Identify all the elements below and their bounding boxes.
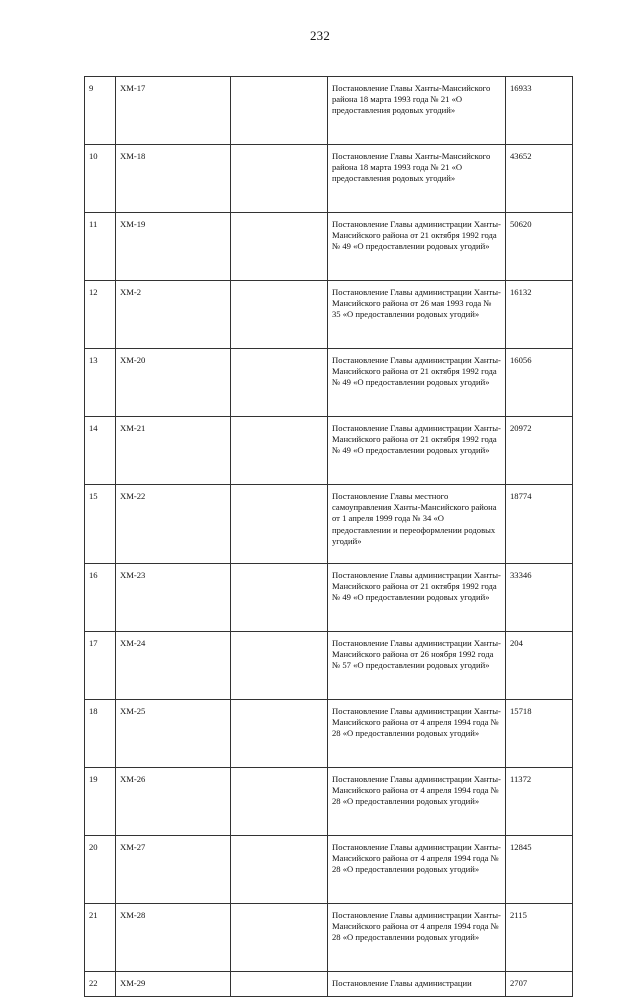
area-cell: 16933 (506, 77, 573, 145)
table-row (85, 564, 573, 632)
table-row (85, 281, 573, 349)
document-cell: Постановление Главы Ханты-Мансийского района 18 марта 1993 года № 21 «О предоставления родовых угодий» (328, 145, 506, 213)
row-number-cell: 12 (85, 281, 116, 349)
area-cell: 2115 (506, 904, 573, 972)
document-cell: Постановление Главы администрации Ханты-Мансийского района от 26 ноября 1992 года № 57 «О предоставлении родовых угодий» (328, 632, 506, 700)
page-number: 232 (309, 28, 331, 43)
document-cell: Постановление Главы администрации Ханты-Мансийского района от 4 апреля 1994 года № 28 «О предоставлении родовых угодий» (328, 700, 506, 768)
land-code-cell: ХМ-28 (116, 904, 231, 972)
land-code-cell: ХМ-26 (116, 768, 231, 836)
document-cell: Постановление Главы администрации Ханты-Мансийского района от 21 октября 1992 года № 49 «О предоставлении родовых угодий» (328, 417, 506, 485)
row-number-cell: 18 (85, 700, 116, 768)
document-cell: Постановление Главы Ханты-Мансийского района 18 марта 1993 года № 21 «О предоставления родовых угодий» (328, 77, 506, 145)
land-code-cell: ХМ-23 (116, 564, 231, 632)
document-cell: Постановление Главы местного самоуправления Ханты-Мансийского района от 1 апреля 1999 года № 34 «О предоставлении и переоформлении родовых угодий» (328, 485, 506, 564)
document-cell: Постановление Главы администрации Ханты-Мансийского района от 21 октября 1992 года № 49 «О предоставлении родовых угодий» (328, 213, 506, 281)
empty-cell (231, 904, 328, 972)
empty-cell (231, 632, 328, 700)
land-code-cell: ХМ-25 (116, 700, 231, 768)
empty-cell (231, 145, 328, 213)
empty-cell (231, 281, 328, 349)
table-row (85, 632, 573, 700)
document-cell: Постановление Главы администрации Ханты-Мансийского района от 4 апреля 1994 года № 28 «О предоставлении родовых угодий» (328, 836, 506, 904)
land-code-cell: ХМ-24 (116, 632, 231, 700)
empty-cell (231, 485, 328, 564)
area-cell: 33346 (506, 564, 573, 632)
document-cell: Постановление Главы администрации Ханты-Мансийского района от 26 мая 1993 года № 35 «О предоставлении родовых угодий» (328, 281, 506, 349)
row-number-cell: 9 (85, 77, 116, 145)
land-code-cell: ХМ-21 (116, 417, 231, 485)
area-cell: 16132 (506, 281, 573, 349)
area-cell: 15718 (506, 700, 573, 768)
empty-cell (231, 972, 328, 997)
table-row (85, 485, 573, 564)
area-cell: 16056 (506, 349, 573, 417)
document-cell: Постановление Главы администрации Ханты-Мансийского района от 21 октября 1992 года № 49 «О предоставлении родовых угодий» (328, 349, 506, 417)
area-cell: 11372 (506, 768, 573, 836)
land-code-cell: ХМ-19 (116, 213, 231, 281)
document-cell: Постановление Главы администрации Ханты-Мансийского района от 4 апреля 1994 года № 28 «О предоставлении родовых угодий» (328, 904, 506, 972)
row-number-cell: 13 (85, 349, 116, 417)
table-row (85, 213, 573, 281)
area-cell: 18774 (506, 485, 573, 564)
row-number-cell: 15 (85, 485, 116, 564)
row-number-cell: 16 (85, 564, 116, 632)
land-code-cell: ХМ-22 (116, 485, 231, 564)
empty-cell (231, 836, 328, 904)
empty-cell (231, 213, 328, 281)
row-number-cell: 17 (85, 632, 116, 700)
table-row (85, 145, 573, 213)
table-row (85, 700, 573, 768)
table-row (85, 836, 573, 904)
row-number-cell: 20 (85, 836, 116, 904)
table-row (85, 349, 573, 417)
empty-cell (231, 417, 328, 485)
table-row (85, 417, 573, 485)
row-number-cell: 19 (85, 768, 116, 836)
document-cell: Постановление Главы администрации Ханты-Мансийского района от 4 апреля 1994 года № 28 «О предоставлении родовых угодий» (328, 768, 506, 836)
document-cell: Постановление Главы администрации (328, 972, 506, 997)
area-cell: 12845 (506, 836, 573, 904)
land-code-cell: ХМ-17 (116, 77, 231, 145)
row-number-cell: 22 (85, 972, 116, 997)
land-code-cell: ХМ-27 (116, 836, 231, 904)
area-cell: 50620 (506, 213, 573, 281)
area-cell: 20972 (506, 417, 573, 485)
row-number-cell: 21 (85, 904, 116, 972)
table-row (85, 768, 573, 836)
table-row (85, 77, 573, 145)
empty-cell (231, 77, 328, 145)
land-code-cell: ХМ-18 (116, 145, 231, 213)
area-cell: 204 (506, 632, 573, 700)
land-code-cell: ХМ-29 (116, 972, 231, 997)
land-code-cell: ХМ-20 (116, 349, 231, 417)
row-number-cell: 10 (85, 145, 116, 213)
land-code-cell: ХМ-2 (116, 281, 231, 349)
row-number-cell: 14 (85, 417, 116, 485)
area-cell: 43652 (506, 145, 573, 213)
empty-cell (231, 700, 328, 768)
registry-table (84, 76, 573, 997)
document-cell: Постановление Главы администрации Ханты-Мансийского района от 21 октября 1992 года № 49 «О предоставлении родовых угодий» (328, 564, 506, 632)
empty-cell (231, 768, 328, 836)
table-row (85, 904, 573, 972)
empty-cell (231, 349, 328, 417)
empty-cell (231, 564, 328, 632)
area-cell: 2707 (506, 972, 573, 997)
row-number-cell: 11 (85, 213, 116, 281)
table-row (85, 972, 573, 997)
